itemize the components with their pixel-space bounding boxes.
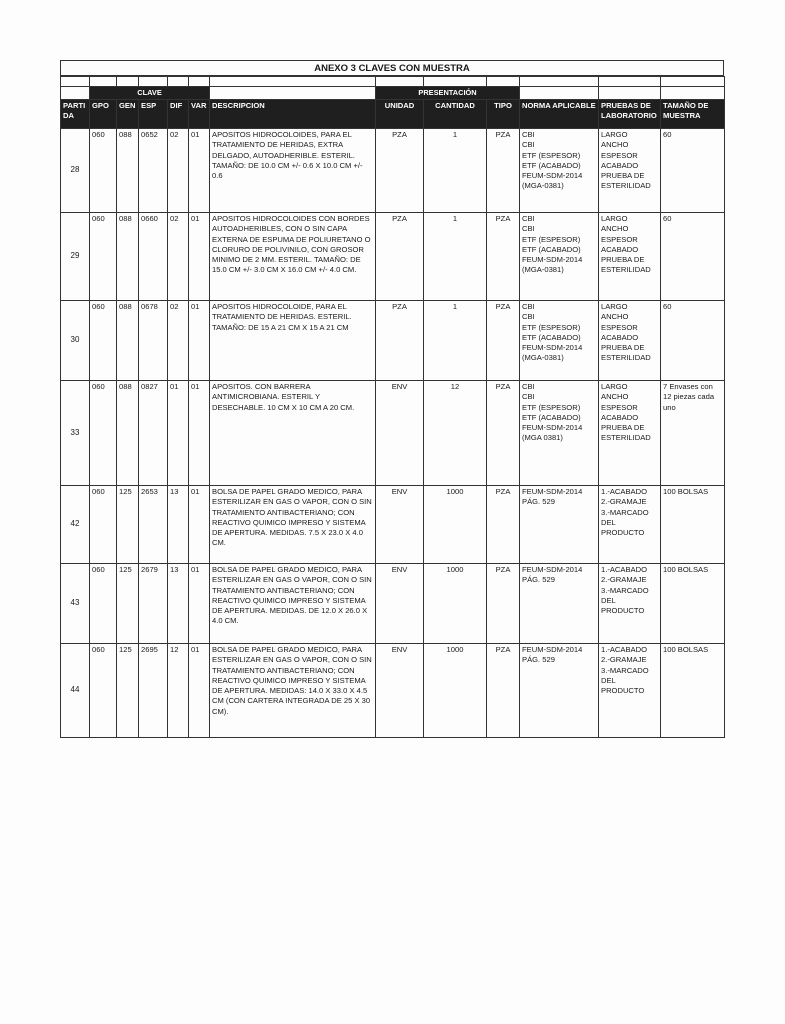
cell-descripcion: APOSITOS. CON BARRERA ANTIMICROBIANA. ESTERIL Y DESECHABLE. 10 CM X 10 CM A 20 CM. [210, 381, 376, 486]
cell-pruebas [599, 564, 661, 644]
pruebas-line: 3.-MARCADO [601, 665, 649, 675]
norma-line: FEUM-SDM-2014 [522, 423, 583, 433]
cell-dif: 02 [168, 301, 189, 381]
cell-esp: 0827 [139, 381, 168, 486]
table-row [61, 644, 725, 738]
pruebas-line: 2.-GRAMAJE [601, 575, 647, 585]
cell-gpo: 060 [90, 129, 117, 213]
cell-unidad: PZA [376, 301, 424, 381]
norma-line: FEUM-SDM-2014 [522, 487, 583, 496]
pruebas-line: DEL [601, 675, 616, 685]
norma-line: CBI [522, 382, 535, 391]
cell-unidad: ENV [376, 381, 424, 486]
norma-line: ETF (ACABADO) [522, 244, 581, 254]
pruebas-line: ANCHO [601, 224, 629, 234]
table-row [61, 381, 725, 486]
cell-tamano: 100 BOLSAS [661, 644, 725, 738]
pruebas-line: PRODUCTO [601, 606, 645, 616]
norma-line: FEUM-SDM-2014 [522, 255, 583, 265]
norma-line: FEUM-SDM-2014 [522, 645, 583, 654]
cell-unidad: ENV [376, 564, 424, 644]
cell-cantidad: 1 [424, 129, 487, 213]
cell-esp: 2653 [139, 486, 168, 564]
cell-tamano: 7 Envases con 12 piezas cada uno [661, 381, 725, 486]
cell-var: 01 [189, 129, 210, 213]
norma-line: ETF (ESPESOR) [522, 402, 581, 412]
cell-tipo: PZA [487, 213, 520, 301]
pruebas-line: 1.-ACABADO [601, 487, 647, 496]
pruebas-line: ANCHO [601, 140, 629, 150]
cell-partida: 42 [61, 486, 90, 564]
cell-norma [520, 564, 599, 644]
cell-descripcion: BOLSA DE PAPEL GRADO MEDICO, PARA ESTERILIZAR EN GAS O VAPOR, CON O SIN TRATAMIENTO ANTIBACTERIANO; CON REACTIVO QUIMICO IMPRESO Y SISTEMA DE APERTURA. MEDIDAS: 14.0 X 33.0 X 4.5 CM (CON CARTERA INTEGRADA DE 25 X 30 CM). [210, 644, 376, 738]
pruebas-line: 1.-ACABADO [601, 645, 647, 654]
cell-partida: 29 [61, 213, 90, 301]
cell-dif: 13 [168, 564, 189, 644]
spacer-row [61, 77, 725, 87]
group-presentacion: PRESENTACIÓN [376, 87, 520, 100]
table-row [61, 486, 725, 564]
pruebas-line: ACABADO [601, 332, 639, 342]
cell-var: 01 [189, 381, 210, 486]
norma-line: ETF (ESPESOR) [522, 322, 581, 332]
header-unidad: UNIDAD [376, 100, 424, 129]
cell-tipo: PZA [487, 564, 520, 644]
norma-line: ETF (ESPESOR) [522, 234, 581, 244]
cell-esp: 0678 [139, 301, 168, 381]
cell-dif: 12 [168, 644, 189, 738]
cell-esp: 2679 [139, 564, 168, 644]
pruebas-line: ESTERILIDAD [601, 433, 651, 443]
norma-line: FEUM-SDM-2014 [522, 171, 583, 181]
cell-norma [520, 381, 599, 486]
pruebas-line: ANCHO [601, 312, 629, 322]
cell-cantidad: 1000 [424, 564, 487, 644]
pruebas-line: ESPESOR [601, 150, 638, 160]
cell-gpo: 060 [90, 213, 117, 301]
cell-partida: 30 [61, 301, 90, 381]
pruebas-line: PRODUCTO [601, 686, 645, 696]
cell-var: 01 [189, 486, 210, 564]
table-row [61, 213, 725, 301]
cell-pruebas [599, 301, 661, 381]
norma-line: CBI [522, 130, 535, 139]
cell-gen: 125 [117, 486, 139, 564]
norma-line: ETF (ACABADO) [522, 332, 581, 342]
cell-pruebas [599, 213, 661, 301]
cell-dif: 01 [168, 381, 189, 486]
cell-dif: 13 [168, 486, 189, 564]
cell-gpo: 060 [90, 644, 117, 738]
pruebas-line: ESTERILIDAD [601, 353, 651, 363]
cell-unidad: ENV [376, 644, 424, 738]
pruebas-line: PRUEBA DE [601, 423, 645, 433]
cell-descripcion: BOLSA DE PAPEL GRADO MEDICO, PARA ESTERILIZAR EN GAS O VAPOR, CON O SIN TRATAMIENTO ANTIBACTERIANO; CON REACTIVO QUIMICO IMPRESO Y SISTEMA DE APERTURA. MEDIDAS. DE 12.0 X 26.0 X 4.0 CM. [210, 564, 376, 644]
cell-gpo: 060 [90, 564, 117, 644]
cell-tipo: PZA [487, 644, 520, 738]
cell-gen: 088 [117, 129, 139, 213]
cell-tipo: PZA [487, 301, 520, 381]
pruebas-line: ACABADO [601, 160, 639, 170]
header-cantidad: CANTIDAD [424, 100, 487, 129]
header-esp: ESP [139, 100, 168, 129]
cell-var: 01 [189, 644, 210, 738]
pruebas-line: PRUEBA DE [601, 255, 645, 265]
cell-descripcion: APOSITOS HIDROCOLOIDES, PARA EL TRATAMIENTO DE HERIDAS, EXTRA DELGADO, AUTOADHERIBLE. ESTERIL. TAMAÑO: DE 10.0 CM +/- 0.6 X 10.0 CM +/- 0.6 [210, 129, 376, 213]
norma-line: ETF (ACABADO) [522, 412, 581, 422]
cell-gen: 125 [117, 644, 139, 738]
header-tipo: TIPO [487, 100, 520, 129]
cell-gen: 088 [117, 381, 139, 486]
pruebas-line: DEL [601, 517, 616, 527]
column-header-row [61, 100, 725, 129]
cell-esp: 0660 [139, 213, 168, 301]
cell-norma [520, 301, 599, 381]
cell-unidad: PZA [376, 129, 424, 213]
cell-gpo: 060 [90, 486, 117, 564]
cell-cantidad: 1000 [424, 486, 487, 564]
norma-line: (MGA-0381) [522, 353, 564, 363]
cell-norma [520, 129, 599, 213]
cell-cantidad: 1 [424, 301, 487, 381]
cell-gen: 088 [117, 301, 139, 381]
cell-esp: 2695 [139, 644, 168, 738]
cell-pruebas [599, 644, 661, 738]
pruebas-line: ESPESOR [601, 402, 638, 412]
pruebas-line: 2.-GRAMAJE [601, 655, 647, 665]
cell-tamano: 60 [661, 301, 725, 381]
cell-dif: 02 [168, 129, 189, 213]
pruebas-line: ACABADO [601, 244, 639, 254]
cell-pruebas [599, 486, 661, 564]
cell-pruebas [599, 129, 661, 213]
header-dif: DIF [168, 100, 189, 129]
group-clave: CLAVE [90, 87, 210, 100]
cell-cantidad: 1000 [424, 644, 487, 738]
pruebas-line: ESPESOR [601, 322, 638, 332]
cell-partida: 43 [61, 564, 90, 644]
header-norma: NORMA APLICABLE [520, 100, 599, 129]
cell-norma [520, 644, 599, 738]
header-pruebas: PRUEBAS DE LABORATORIO [599, 100, 661, 129]
cell-cantidad: 1 [424, 213, 487, 301]
norma-line: (MGA 0381) [522, 433, 563, 443]
cell-var: 01 [189, 564, 210, 644]
table-row [61, 129, 725, 213]
pruebas-line: ESTERILIDAD [601, 181, 651, 191]
cell-tamano: 100 BOLSAS [661, 564, 725, 644]
table-row [61, 301, 725, 381]
annex-title: ANEXO 3 CLAVES CON MUESTRA [60, 60, 724, 76]
cell-partida: 44 [61, 644, 90, 738]
pruebas-line: DEL [601, 595, 616, 605]
norma-line: CBI [522, 214, 535, 223]
cell-norma [520, 213, 599, 301]
header-partida: PARTIDA [61, 100, 90, 129]
norma-line: CBI [522, 392, 535, 402]
cell-norma [520, 486, 599, 564]
cell-tamano: 60 [661, 129, 725, 213]
pruebas-line: ANCHO [601, 392, 629, 402]
norma-line: (MGA-0381) [522, 265, 564, 275]
norma-line: ETF (ACABADO) [522, 160, 581, 170]
cell-tipo: PZA [487, 129, 520, 213]
cell-gen: 088 [117, 213, 139, 301]
norma-line: FEUM-SDM-2014 [522, 343, 583, 353]
cell-gen: 125 [117, 564, 139, 644]
norma-line: PÁG. 529 [522, 575, 555, 585]
claves-table [60, 76, 725, 738]
norma-line: PÁG. 529 [522, 655, 555, 665]
cell-gpo: 060 [90, 301, 117, 381]
cell-descripcion: APOSITOS HIDROCOLOIDE, PARA EL TRATAMIENTO DE HERIDAS. ESTERIL. TAMAÑO: DE 15 A 21 CM X 15 A 21 CM [210, 301, 376, 381]
pruebas-line: LARGO [601, 214, 628, 223]
cell-dif: 02 [168, 213, 189, 301]
norma-line: CBI [522, 312, 535, 322]
cell-descripcion: BOLSA DE PAPEL GRADO MEDICO, PARA ESTERILIZAR EN GAS O VAPOR, CON O SIN TRATAMIENTO ANTIBACTERIANO; CON REACTIVO QUIMICO IMPRESO Y SISTEMA DE APERTURA. MEDIDAS. 7.5 X 23.0 X 4.0 CM. [210, 486, 376, 564]
pruebas-line: LARGO [601, 382, 628, 391]
cell-var: 01 [189, 301, 210, 381]
pruebas-line: ESTERILIDAD [601, 265, 651, 275]
norma-line: CBI [522, 302, 535, 311]
norma-line: FEUM-SDM-2014 [522, 565, 583, 574]
norma-line: CBI [522, 140, 535, 150]
pruebas-line: PRUEBA DE [601, 171, 645, 181]
pruebas-line: ACABADO [601, 412, 639, 422]
cell-tipo: PZA [487, 486, 520, 564]
header-descripcion: DESCRIPCION [210, 100, 376, 129]
pruebas-line: 2.-GRAMAJE [601, 497, 647, 507]
cell-descripcion: APOSITOS HIDROCOLOIDES CON BORDES AUTOADHERIBLES, CON O SIN CAPA EXTERNA DE ESPUMA DE POLIURETANO O CLORURO DE POLIVINILO, CON GROSOR MINIMO DE 2 MM. ESTERIL. TAMAÑO: DE 15.0 CM +/- 3.0 CM X 16.0 CM +/- 4.0 CM. [210, 213, 376, 301]
cell-tamano: 60 [661, 213, 725, 301]
cell-var: 01 [189, 213, 210, 301]
header-gpo: GPO [90, 100, 117, 129]
cell-esp: 0652 [139, 129, 168, 213]
norma-line: ETF (ESPESOR) [522, 150, 581, 160]
pruebas-line: ESPESOR [601, 234, 638, 244]
cell-tipo: PZA [487, 381, 520, 486]
cell-tamano: 100 BOLSAS [661, 486, 725, 564]
table-body [61, 129, 725, 738]
cell-unidad: PZA [376, 213, 424, 301]
group-header-row [61, 87, 725, 100]
norma-line: (MGA-0381) [522, 181, 564, 191]
cell-pruebas [599, 381, 661, 486]
cell-unidad: ENV [376, 486, 424, 564]
header-tamano: TAMAÑO DE MUESTRA [661, 100, 725, 129]
pruebas-line: 3.-MARCADO [601, 585, 649, 595]
pruebas-line: LARGO [601, 302, 628, 311]
pruebas-line: LARGO [601, 130, 628, 139]
pruebas-line: PRUEBA DE [601, 343, 645, 353]
norma-line: CBI [522, 224, 535, 234]
cell-partida: 28 [61, 129, 90, 213]
pruebas-line: PRODUCTO [601, 528, 645, 538]
cell-partida: 33 [61, 381, 90, 486]
table-row [61, 564, 725, 644]
pruebas-line: 1.-ACABADO [601, 565, 647, 574]
header-var: VAR [189, 100, 210, 129]
norma-line: PÁG. 529 [522, 497, 555, 507]
pruebas-line: 3.-MARCADO [601, 507, 649, 517]
cell-gpo: 060 [90, 381, 117, 486]
cell-cantidad: 12 [424, 381, 487, 486]
header-gen: GEN [117, 100, 139, 129]
